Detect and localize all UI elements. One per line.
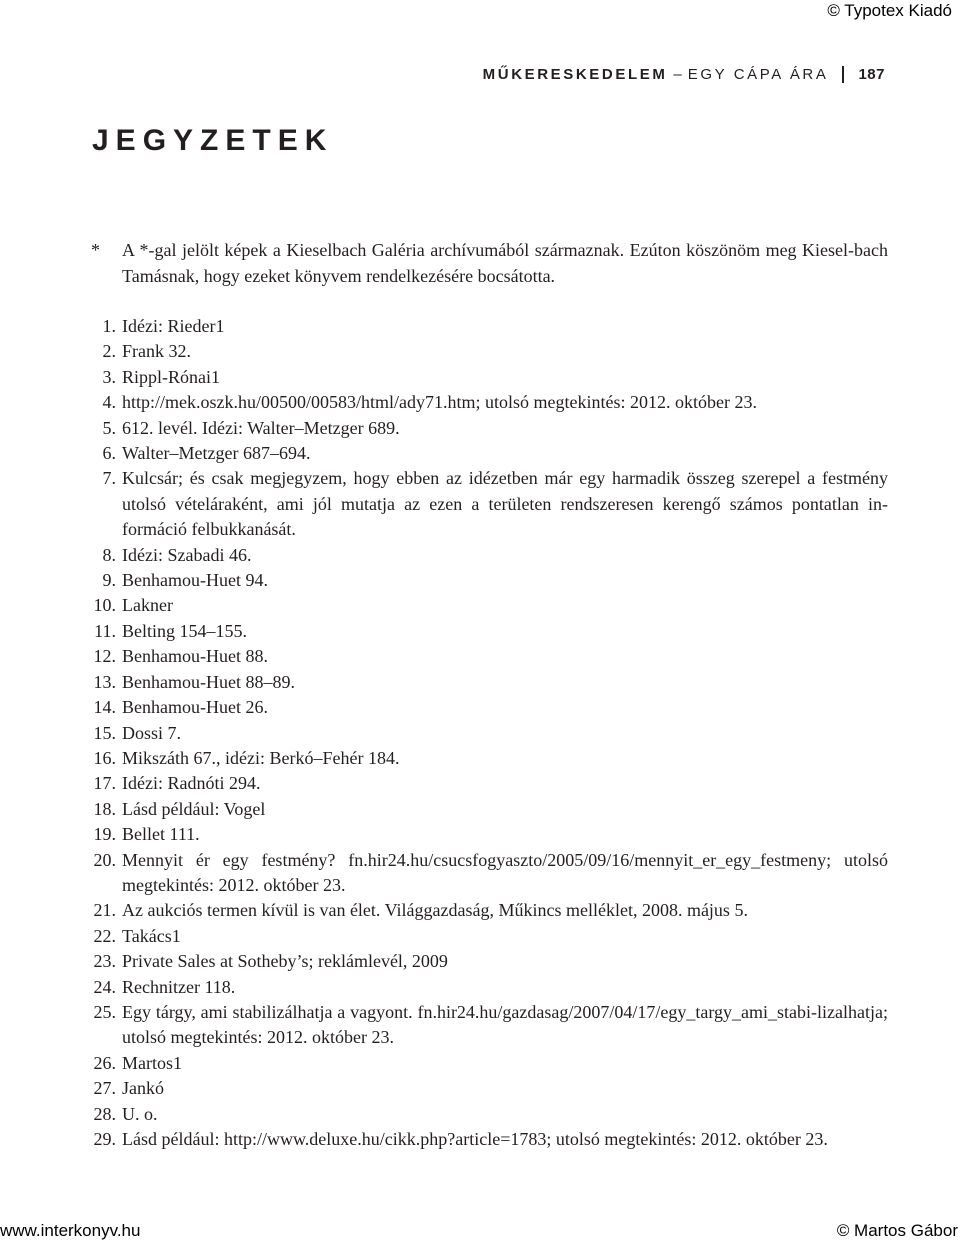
note-number: 11.: [94, 620, 116, 641]
note-item: [86, 924, 888, 949]
note-number: 1.: [102, 316, 116, 336]
note-text: U. o.: [122, 1103, 158, 1124]
note-text: Kulcsár; és csak megjegyzem, hogy ebben az idézetben már egy harmadik összeg szerepel a festmény utolsó vételáraként, ami jól mutatja az ezen a területen rendszeresen kerengő számos pontatlan in-formáció felbukkanását.: [122, 468, 888, 540]
note-number: 10.: [93, 595, 116, 616]
note-item: [86, 771, 888, 796]
note-number: 23.: [93, 951, 116, 972]
note-item: [86, 416, 888, 441]
note-item: [86, 695, 888, 720]
note-text: 612. levél. Idézi: Walter–Metzger 689.: [122, 417, 400, 438]
note-item: [86, 1102, 888, 1127]
note-number: 5.: [102, 417, 116, 438]
note-item: [86, 365, 888, 390]
note-item: [86, 339, 888, 364]
note-text: Egy tárgy, ami stabilizálhatja a vagyont. fn.hir24.hu/gazdasag/2007/04/17/egy_targy_ami_stabi-lizalhatja; utolsó megtekintés: 2012. október 23.: [122, 1001, 888, 1048]
note-item: [86, 568, 888, 593]
note-number: 19.: [93, 824, 116, 845]
note-item: [86, 822, 888, 847]
note-item: [86, 619, 888, 644]
note-text: Martos1: [122, 1052, 182, 1073]
note-text: Mikszáth 67., idézi: Berkó–Fehér 184.: [122, 747, 400, 768]
note-item: [86, 975, 888, 1000]
note-number: 4.: [102, 392, 116, 413]
note-text: Lakner: [122, 595, 173, 616]
star-note-text: A *-gal jelölt képek a Kieselbach Galéria archívumából származnak. Ezúton köszönöm meg Kiesel-bach Tamásnak, hogy ezeket könyvem rendelkezésére bocsátotta.: [122, 240, 888, 286]
note-number: 8.: [102, 544, 116, 565]
star-note: [91, 237, 888, 289]
note-number: 21.: [93, 900, 116, 921]
note-text: Dossi 7.: [122, 722, 182, 743]
note-number: 26.: [93, 1052, 116, 1073]
note-number: 15.: [93, 722, 116, 743]
running-head-divider: [842, 66, 844, 83]
running-head-dash: –: [673, 65, 682, 83]
star-note-symbol: *: [91, 240, 100, 260]
note-number: 6.: [102, 443, 116, 464]
note-item: [86, 746, 888, 771]
note-text: Lásd például: Vogel: [122, 798, 266, 819]
note-number: 27.: [93, 1078, 116, 1099]
note-text: Az aukciós termen kívül is van élet. Világgazdaság, Műkincs melléklet, 2008. május 5.: [122, 900, 748, 921]
publisher-credit: © Typotex Kiadó: [827, 1, 952, 20]
note-item: [86, 543, 888, 568]
note-text: Frank 32.: [122, 341, 191, 362]
running-head-subtitle: EGY CÁPA ÁRA: [687, 65, 829, 83]
note-text: Mennyit ér egy festmény? fn.hir24.hu/csucsfogyaszto/2005/09/16/mennyit_er_egy_festmeny; utolsó megtekintés: 2012. október 23.: [122, 849, 888, 895]
note-text: Benhamou-Huet 94.: [122, 570, 268, 591]
note-number: 14.: [93, 697, 116, 718]
note-number: 2.: [102, 341, 116, 362]
note-text: Rippl-Rónai1: [122, 366, 220, 387]
note-number: 7.: [102, 468, 116, 489]
note-text: Walter–Metzger 687–694.: [122, 443, 311, 464]
note-item: [86, 1076, 888, 1101]
note-item: [86, 466, 888, 542]
footer-copyright: © Martos Gábor: [836, 1221, 958, 1240]
note-text: Belting 154–155.: [122, 620, 247, 641]
note-item: [86, 848, 888, 899]
note-text: Rechnitzer 118.: [122, 976, 236, 997]
running-head: [483, 63, 885, 85]
note-text: Benhamou-Huet 26.: [122, 697, 268, 718]
note-text: Benhamou-Huet 88.: [122, 646, 268, 667]
note-item: [86, 314, 888, 339]
note-number: 28.: [93, 1103, 116, 1124]
note-number: 22.: [93, 925, 116, 946]
note-text: Bellet 111.: [122, 824, 200, 845]
running-head-chapter: MŰKERESKEDELEM: [482, 65, 668, 83]
note-text: Takács1: [122, 925, 181, 946]
note-text: Private Sales at Sotheby’s; reklámlevél, 2009: [122, 951, 448, 972]
note-item: [86, 441, 888, 466]
note-item: [86, 1127, 888, 1152]
note-item: [86, 1051, 888, 1076]
note-number: 12.: [93, 646, 116, 667]
note-number: 29.: [93, 1129, 116, 1149]
note-item: [86, 721, 888, 746]
section-title: JEGYZETEK: [92, 124, 334, 157]
page-number: 187: [858, 65, 885, 83]
note-item: [86, 390, 888, 415]
note-item: [86, 670, 888, 695]
note-number: 13.: [93, 671, 116, 692]
footer-website: www.interkonyv.hu: [0, 1221, 141, 1240]
note-item: [86, 593, 888, 618]
note-text: Idézi: Szabadi 46.: [122, 544, 252, 565]
note-number: 9.: [102, 570, 116, 591]
note-text: Idézi: Radnóti 294.: [122, 773, 261, 794]
notes-list: [86, 314, 888, 1152]
note-text: Idézi: Rieder1: [122, 316, 225, 336]
note-item: [86, 898, 888, 923]
note-number: 18.: [93, 798, 116, 819]
note-number: 16.: [93, 747, 116, 768]
note-text: Lásd például: http://www.deluxe.hu/cikk.php?article=1783; utolsó megtekintés: 2012. október 23.: [122, 1129, 828, 1149]
note-text: Jankó: [122, 1078, 164, 1099]
note-number: 3.: [102, 366, 116, 387]
note-number: 20.: [93, 849, 116, 870]
note-item: [86, 949, 888, 974]
note-text: http://mek.oszk.hu/00500/00583/html/ady71.htm; utolsó megtekintés: 2012. október 23.: [122, 392, 757, 413]
note-item: [86, 1000, 888, 1051]
note-item: [86, 644, 888, 669]
note-text: Benhamou-Huet 88–89.: [122, 671, 295, 692]
note-number: 25.: [93, 1001, 116, 1022]
note-item: [86, 797, 888, 822]
note-number: 24.: [93, 976, 116, 997]
note-number: 17.: [93, 773, 116, 794]
